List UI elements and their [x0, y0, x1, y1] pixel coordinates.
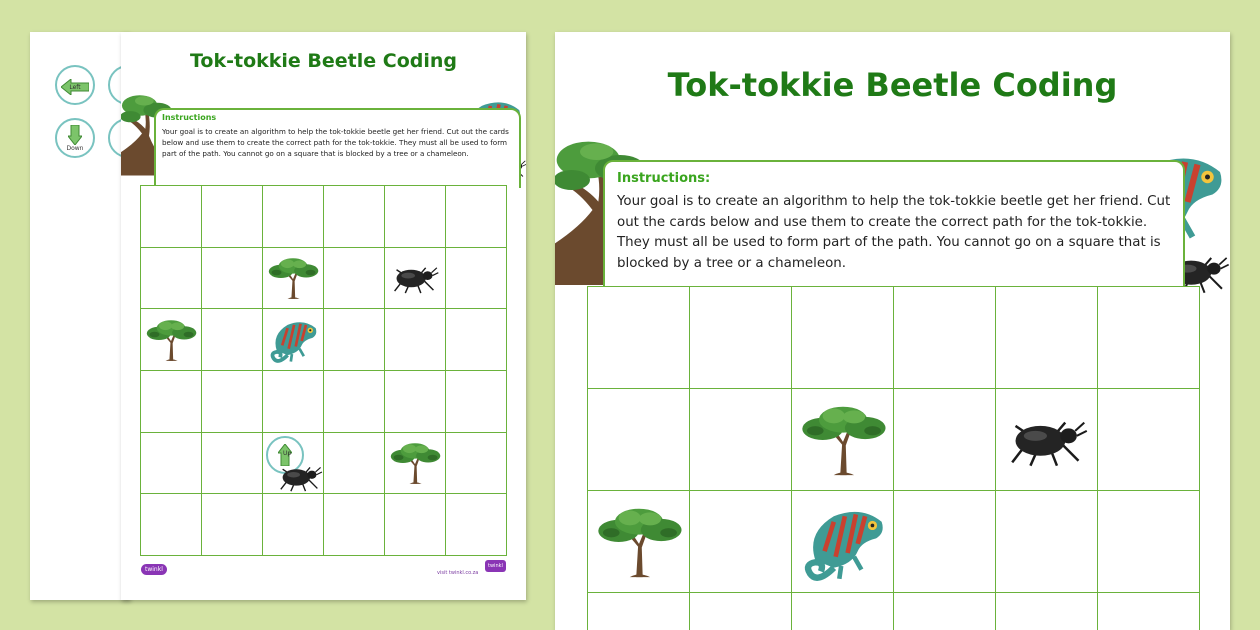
chameleon-icon	[266, 313, 320, 367]
grid-cell	[792, 389, 894, 491]
grid-cell	[202, 309, 263, 371]
grid-cell	[385, 309, 446, 371]
down-arrow-card	[55, 118, 95, 158]
grid-cell	[324, 433, 385, 495]
grid-cell	[996, 287, 1098, 389]
down-card-label: Down	[66, 144, 84, 152]
grid-cell	[141, 371, 202, 433]
grid-cell	[202, 433, 263, 495]
grid-cell	[894, 389, 996, 491]
tree-icon	[795, 403, 891, 477]
small-worksheet	[121, 32, 526, 600]
grid-cell	[894, 287, 996, 389]
grid-cell	[588, 593, 690, 630]
coding-grid	[140, 185, 507, 556]
grid-cell	[263, 371, 324, 433]
grid-cell	[141, 433, 202, 495]
grid-cell	[263, 309, 324, 371]
tree-icon	[387, 441, 443, 485]
grid-cell	[446, 494, 507, 556]
grid-cell	[446, 248, 507, 310]
chameleon-icon	[797, 496, 889, 588]
down-arrow-icon	[68, 125, 82, 145]
grid-cell	[588, 287, 690, 389]
grid-cell	[1098, 389, 1200, 491]
grid-cell	[690, 491, 792, 593]
grid-cell	[996, 491, 1098, 593]
twinkl-badge: twinkl	[485, 560, 506, 572]
instructions-heading: Instructions	[162, 113, 217, 122]
grid-cell	[263, 494, 324, 556]
grid-cell	[894, 593, 996, 630]
instructions-box	[154, 108, 521, 188]
tree-icon	[143, 318, 199, 362]
grid-cell	[446, 433, 507, 495]
grid-cell	[385, 371, 446, 433]
back-worksheet	[30, 32, 130, 600]
beetle-icon	[390, 261, 440, 295]
grid-cell	[202, 248, 263, 310]
grid-cell	[792, 593, 894, 630]
grid-cell	[385, 433, 446, 495]
grid-cell	[690, 287, 792, 389]
grid-cell	[324, 186, 385, 248]
grid-cell	[202, 371, 263, 433]
page-title: Tok-tokkie Beetle Coding	[667, 66, 1118, 104]
grid-cell	[446, 186, 507, 248]
beetle-icon	[277, 461, 323, 493]
grid-cell	[996, 389, 1098, 491]
left-arrow-card	[55, 65, 95, 105]
tree-icon	[591, 505, 687, 579]
grid-cell	[446, 309, 507, 371]
grid-cell	[588, 491, 690, 593]
grid-cell	[324, 494, 385, 556]
grid-cell	[1098, 287, 1200, 389]
grid-cell	[894, 491, 996, 593]
grid-cell	[1098, 593, 1200, 630]
page-title: Tok-tokkie Beetle Coding	[189, 50, 458, 72]
grid-cell	[996, 593, 1098, 630]
grid-cell	[324, 248, 385, 310]
beetle-icon	[1004, 411, 1090, 469]
grid-cell	[141, 309, 202, 371]
footer-url: visit twinkl.co.za	[437, 570, 479, 576]
grid-cell	[446, 371, 507, 433]
left-card-label: Left	[69, 84, 81, 91]
instructions-box	[603, 160, 1185, 286]
instructions-heading: Instructions:	[617, 171, 711, 186]
large-worksheet	[555, 32, 1230, 630]
grid-cell	[141, 494, 202, 556]
twinkl-logo: twinkl	[141, 564, 167, 575]
grid-cell	[263, 186, 324, 248]
grid-cell	[263, 248, 324, 310]
up-card-label: Up	[283, 449, 292, 457]
grid-cell	[202, 494, 263, 556]
grid-cell	[324, 309, 385, 371]
grid-cell	[385, 186, 446, 248]
grid-cell	[141, 186, 202, 248]
grid-cell	[202, 186, 263, 248]
grid-cell	[1098, 491, 1200, 593]
grid-cell	[324, 371, 385, 433]
tree-icon	[265, 256, 321, 300]
grid-cell	[792, 287, 894, 389]
grid-cell	[385, 494, 446, 556]
grid-cell	[690, 593, 792, 630]
grid-cell	[588, 389, 690, 491]
coding-grid	[587, 286, 1200, 630]
grid-cell	[141, 248, 202, 310]
grid-cell	[792, 491, 894, 593]
instructions-text: Your goal is to create an algorithm to help the tok-tokkie beetle get her friend. Cut out the cards below and use them to create the correct path for the tok-tokkie. They must all be used to form part of the path. You cannot go on a square that is blocked by a tree or a chameleon.	[617, 194, 1171, 271]
instructions-text: Your goal is to create an algorithm to help the tok-tokkie beetle get her friend. Cut out the cards below and use them to create the correct path for the tok-tokkie. They must all be used to form part of the path. You cannot go on a square that is blocked by a tree or a chameleon.	[162, 127, 509, 158]
grid-cell	[690, 389, 792, 491]
grid-cell	[263, 433, 324, 495]
grid-cell	[385, 248, 446, 310]
